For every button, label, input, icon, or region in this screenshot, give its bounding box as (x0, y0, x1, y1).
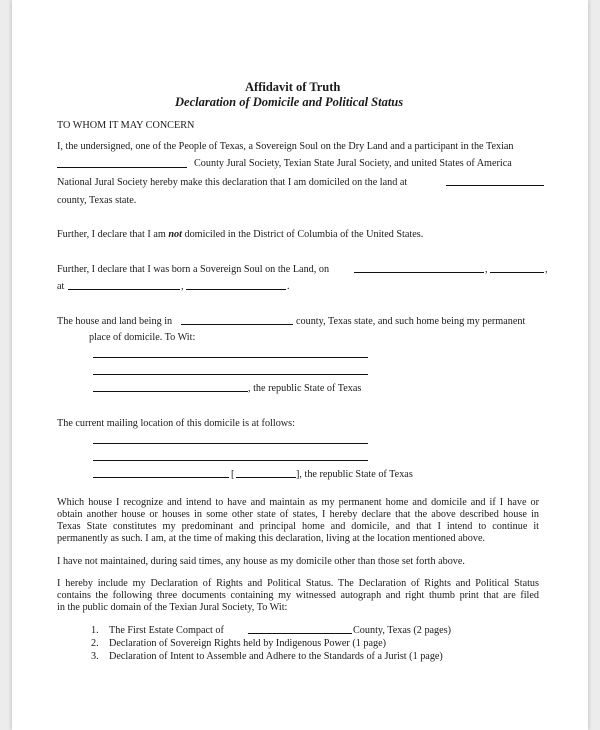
birth-month-blank[interactable] (354, 272, 484, 273)
list-item-2-num: 2. (91, 638, 99, 649)
house-address-line3[interactable] (93, 391, 248, 392)
p2-emphasis: not (168, 229, 182, 240)
house-address-line1[interactable] (93, 357, 368, 358)
p6-line1: Which house I recognize and intend to have and maintain as my permanent home and domicile and if I have or (57, 497, 539, 508)
p3-comma2: , (545, 264, 548, 275)
list-item-3-num: 3. (91, 651, 99, 662)
mailing-address-line2[interactable] (93, 460, 368, 461)
house-county-blank[interactable] (181, 324, 293, 325)
birth-year-blank[interactable] (490, 272, 544, 273)
domicile-land-blank[interactable] (446, 185, 544, 186)
p5-republic: ], the republic State of Texas (296, 469, 413, 480)
p1-line3: National Jural Society hereby make this declaration that I am domiciled on the land at (57, 177, 408, 188)
p5-intro: The current mailing location of this domicile is at follows: (57, 418, 295, 429)
p1-line4: county, Texas state. (57, 195, 137, 206)
p5-bracket-open: [ (231, 469, 235, 480)
p7-line: I have not maintained, during said times, any house as my domicile other than those set forth above. (57, 556, 465, 567)
p8-line2: contains the following three documents containing my witnessed autograph and right thumb print that are filed (57, 590, 539, 601)
p3-line1: Further, I declare that I was born a Sovereign Soul on the Land, on (57, 264, 330, 275)
p2-before: Further, I declare that I am (57, 229, 166, 240)
document-title: Affidavit of Truth (245, 80, 341, 94)
p2-line (57, 228, 423, 241)
p4-line2: place of domicile. To Wit: (89, 332, 196, 343)
jural-society-county-blank[interactable] (57, 167, 187, 168)
p3-comma1: , (485, 264, 488, 275)
mailing-zip-blank[interactable] (236, 477, 296, 478)
p3-period: . (287, 281, 290, 292)
compact-county-blank[interactable] (248, 633, 352, 634)
document-page (12, 0, 588, 730)
document-subtitle: Declaration of Domicile and Political Status (175, 95, 404, 109)
p6-line3: Texas State constitutes my predominant and principal home and domicile, and that I intend to continue it (57, 521, 539, 532)
p4-republic: , the republic State of Texas (248, 383, 362, 394)
p3-comma3: , (181, 281, 184, 292)
p3-at: at (57, 281, 65, 292)
birth-state-blank[interactable] (186, 289, 286, 290)
p6-line4: permanently as such. I am, at the time of making this declaration, living at the location mentioned above. (57, 533, 486, 544)
list-item-1-num: 1. (91, 625, 99, 636)
p8-line1: I hereby include my Declaration of Rights and Political Status. The Declaration of Rights and Political Status (57, 578, 539, 589)
p6-line2: obtain another house or houses in some other state of states, I hereby declare that the above described house in (57, 509, 539, 520)
p8-line3: in the public domain of the Texian Jural Society, To Wit: (57, 602, 288, 613)
p4-prefix: The house and land being in (57, 316, 173, 327)
list-item-3-text: Declaration of Intent to Assemble and Adhere to the Standards of a Jurist (1 page) (109, 651, 443, 662)
p1-line2: County Jural Society, Texian State Jural Society, and united States of America (194, 158, 512, 169)
birth-place-blank[interactable] (68, 289, 180, 290)
salutation: TO WHOM IT MAY CONCERN (57, 120, 195, 131)
p1-line1: I, the undersigned, one of the People of Texas, a Sovereign Soul on the Dry Land and a participant in the Texian (57, 141, 514, 152)
list-item-2-text: Declaration of Sovereign Rights held by Indigenous Power (1 page) (109, 638, 386, 649)
mailing-address-line3[interactable] (93, 477, 229, 478)
house-address-line2[interactable] (93, 374, 368, 375)
p2-after: domiciled in the District of Columbia of the United States. (184, 229, 424, 240)
p4-suffix: county, Texas state, and such home being my permanent (296, 316, 526, 327)
list-item-1-text: The First Estate Compact of (109, 625, 224, 636)
mailing-address-line1[interactable] (93, 443, 368, 444)
list-item-1-suffix: County, Texas (2 pages) (353, 625, 452, 636)
